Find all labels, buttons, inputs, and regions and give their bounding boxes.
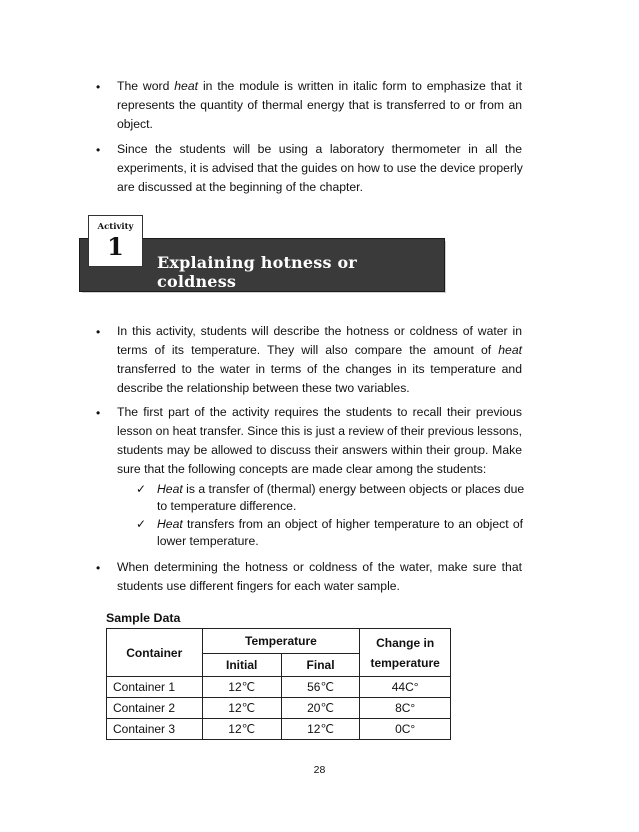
- concept-heat-transfer: [157, 481, 523, 515]
- table-row: [107, 698, 451, 719]
- header-final: Final: [281, 654, 360, 677]
- text-line: lesson on heat transfer. Since this is just a review of their previous lessons,: [117, 424, 522, 438]
- activity-title: Explaining hotness or coldness: [157, 253, 357, 291]
- text-line: Heat is a transfer of (thermal) energy between objects or places due: [157, 482, 525, 496]
- activity-label: Activity: [97, 222, 134, 232]
- table-header-row: [107, 629, 451, 654]
- text-line: The word heat in the module is written in italic form to emphasize that it: [117, 79, 522, 93]
- header-container: Container: [107, 629, 203, 677]
- cell-change: 8C°: [360, 698, 451, 719]
- paragraph-fingers: [117, 558, 522, 596]
- cell-final: 20℃: [281, 698, 360, 719]
- page-number: 28: [313, 764, 326, 776]
- sample-data-table: [106, 628, 451, 740]
- text-line: Heat transfers from an object of higher temperature to an object of: [157, 517, 523, 531]
- text-line: object.: [117, 117, 153, 131]
- checkmark-icon: ✓: [136, 482, 147, 496]
- text-line: experiments, it is advised that the guides on how to use the device properly: [117, 161, 523, 175]
- text-line: students use different fingers for each water sample.: [117, 579, 400, 593]
- text-line: to temperature difference.: [157, 499, 297, 513]
- cell-change: 44C°: [360, 677, 451, 698]
- bullet-icon: •: [96, 143, 101, 157]
- activity-badge: [88, 215, 143, 267]
- paragraph-first-part: [117, 403, 522, 479]
- cell-container: Container 3: [107, 719, 203, 740]
- text-line: When determining the hotness or coldness of the water, make sure that: [117, 560, 522, 574]
- text-line: describe the relationship between these two variables.: [117, 381, 410, 395]
- cell-change: 0C°: [360, 719, 451, 740]
- concept-heat-direction: [157, 516, 523, 550]
- text-line: lower temperature.: [157, 534, 259, 548]
- header-initial: Initial: [202, 654, 281, 677]
- text-line: represents the quantity of thermal energy that is transferred to or from an: [117, 98, 522, 112]
- text-line: The first part of the activity requires the students to recall their previous: [117, 405, 522, 419]
- cell-initial: 12℃: [202, 719, 281, 740]
- bullet-icon: •: [96, 406, 101, 420]
- table-row: [107, 677, 451, 698]
- bullet-icon: •: [96, 80, 101, 94]
- paragraph-activity-description: [117, 322, 522, 398]
- table-caption: Sample Data: [106, 611, 181, 625]
- text-line: sure that the following concepts are made clear among the students:: [117, 462, 487, 476]
- text-line: are discussed at the beginning of the chapter.: [117, 180, 363, 194]
- table-row: [107, 719, 451, 740]
- text-line: terms of its temperature. They will also compare the amount of heat: [117, 343, 522, 357]
- cell-final: 56℃: [281, 677, 360, 698]
- cell-container: Container 1: [107, 677, 203, 698]
- header-temperature: Temperature: [202, 629, 360, 654]
- bullet-icon: •: [96, 325, 101, 339]
- bullet-icon: •: [96, 561, 101, 575]
- checkmark-icon: ✓: [136, 517, 147, 531]
- text-line: transferred to the water in terms of the changes in its temperature and: [117, 362, 522, 376]
- text-line: In this activity, students will describe the hotness or coldness of water in: [117, 324, 522, 338]
- cell-initial: 12℃: [202, 677, 281, 698]
- text-line: students may be allowed to discuss their answers within their group. Make: [117, 443, 522, 457]
- header-change: [360, 629, 451, 677]
- paragraph-heat-italic: [117, 77, 522, 134]
- cell-container: Container 2: [107, 698, 203, 719]
- text-line: Since the students will be using a laboratory thermometer in all the: [117, 142, 522, 156]
- cell-initial: 12℃: [202, 698, 281, 719]
- header-change-line1: Change in: [376, 635, 435, 650]
- cell-final: 12℃: [281, 719, 360, 740]
- activity-number: 1: [107, 232, 124, 261]
- header-change-line2: temperature: [370, 655, 440, 670]
- paragraph-thermometer: [117, 140, 522, 197]
